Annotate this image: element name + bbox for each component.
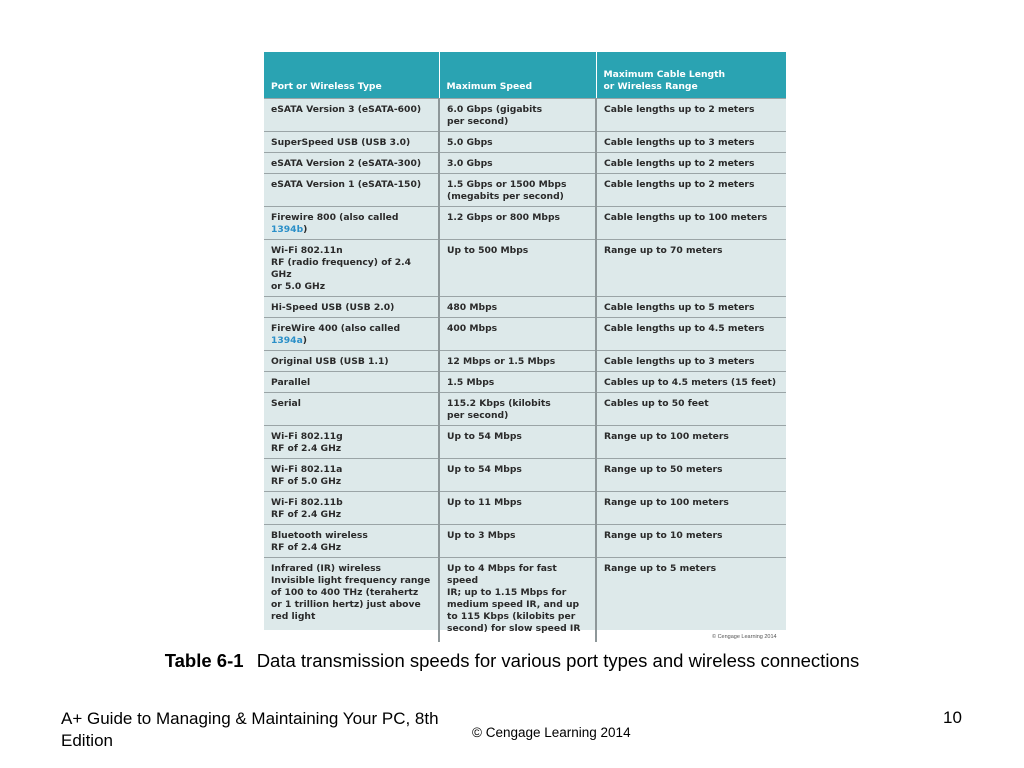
table-row [264,393,786,426]
cell-max-range: Cable lengths up to 2 meters [596,99,786,132]
cell-max-speed: 3.0 Gbps [439,153,596,174]
cell-max-range: Range up to 10 meters [596,525,786,558]
footer-copyright: © Cengage Learning 2014 [472,725,631,740]
table-row [264,525,786,558]
cell-port-type: Wi-Fi 802.11n RF (radio frequency) of 2.4 GHz or 5.0 GHz [264,240,439,297]
table-row [264,99,786,132]
cell-max-speed: 115.2 Kbps (kilobits per second) [439,393,596,426]
footer-book-title: A+ Guide to Managing & Maintaining Your PC, 8th Edition [61,709,439,750]
cell-max-speed: Up to 500 Mbps [439,240,596,297]
cell-max-speed: Up to 54 Mbps [439,459,596,492]
cell-max-range: Range up to 100 meters [596,426,786,459]
cell-max-range: Cable lengths up to 4.5 meters [596,318,786,351]
cell-max-speed: Up to 4 Mbps for fast speed IR; up to 1.15 Mbps for medium speed IR, and up to 115 Kbps (kilobits per second) for slow speed IR [439,558,596,643]
cell-port-type: Wi-Fi 802.11a RF of 5.0 GHz [264,459,439,492]
cell-max-range: Cables up to 50 feet [596,393,786,426]
cell-port-type: Infrared (IR) wireless Invisible light frequency range of 100 to 400 THz (terahertz or 1 trillion hertz) just above red light [264,558,439,643]
table-row [264,372,786,393]
cell-port-type: SuperSpeed USB (USB 3.0) [264,132,439,153]
header-max-speed: Maximum Speed [439,52,596,99]
cell-port-type: Hi-Speed USB (USB 2.0) [264,297,439,318]
cell-port-type: Parallel [264,372,439,393]
data-table-image [264,52,786,634]
cell-max-speed: 12 Mbps or 1.5 Mbps [439,351,596,372]
table-row [264,558,786,643]
cell-max-range: Cable lengths up to 2 meters [596,174,786,207]
cell-port-type: Serial [264,393,439,426]
table-row [264,318,786,351]
cell-max-speed: 1.5 Gbps or 1500 Mbps (megabits per second) [439,174,596,207]
cell-port-type-highlight: 1394a [271,335,303,346]
table-row [264,132,786,153]
cell-max-range: Cable lengths up to 2 meters [596,153,786,174]
cell-max-range: Cable lengths up to 3 meters [596,351,786,372]
table-row [264,153,786,174]
cell-max-speed: 1.2 Gbps or 800 Mbps [439,207,596,240]
cell-max-range: Range up to 5 meters [596,558,786,643]
cell-max-speed: 6.0 Gbps (gigabits per second) [439,99,596,132]
table-row [264,207,786,240]
cell-max-speed: 400 Mbps [439,318,596,351]
cell-port-type: Wi-Fi 802.11g RF of 2.4 GHz [264,426,439,459]
cell-max-range: Range up to 70 meters [596,240,786,297]
table-row [264,297,786,318]
cell-port-type: eSATA Version 1 (eSATA-150) [264,174,439,207]
table-row [264,459,786,492]
cell-port-type: Bluetooth wireless RF of 2.4 GHz [264,525,439,558]
header-port-type: Port or Wireless Type [264,52,439,99]
header-max-range: Maximum Cable Length or Wireless Range [596,52,786,99]
cell-max-range: Range up to 100 meters [596,492,786,525]
table-credit: © Cengage Learning 2014 [712,634,777,640]
cell-max-range: Cable lengths up to 100 meters [596,207,786,240]
cell-max-speed: 5.0 Gbps [439,132,596,153]
cell-port-type [264,318,439,351]
cell-max-speed: Up to 11 Mbps [439,492,596,525]
cell-max-range: Range up to 50 meters [596,459,786,492]
cell-port-type-highlight: 1394b [271,224,304,235]
cell-port-type-text: Firewire 800 (also called [271,212,399,223]
cell-max-range: Cables up to 4.5 meters (15 feet) [596,372,786,393]
cell-port-type: Wi-Fi 802.11b RF of 2.4 GHz [264,492,439,525]
table-row [264,240,786,297]
cell-port-type: eSATA Version 2 (eSATA-300) [264,153,439,174]
cell-port-type-suffix: ) [303,224,308,235]
cell-max-speed: 480 Mbps [439,297,596,318]
cell-max-speed: Up to 3 Mbps [439,525,596,558]
table-row [264,174,786,207]
cell-port-type-text: FireWire 400 (also called [271,323,401,334]
cell-port-type: eSATA Version 3 (eSATA-600) [264,99,439,132]
cell-max-range: Cable lengths up to 3 meters [596,132,786,153]
cell-port-type-suffix: ) [302,335,307,346]
transmission-speed-table [264,52,786,642]
cell-port-type: Original USB (USB 1.1) [264,351,439,372]
caption-number: Table 6-1 [164,650,244,671]
cell-max-speed: 1.5 Mbps [439,372,596,393]
table-row [264,492,786,525]
cell-max-speed: Up to 54 Mbps [439,426,596,459]
table-caption [0,650,1024,672]
caption-text: Data transmission speeds for various port types and wireless connections [256,650,860,671]
table-header-row [264,52,786,99]
slide-number: 10 [943,708,962,727]
table-row [264,351,786,372]
cell-port-type [264,207,439,240]
table-body [264,99,786,643]
table-row [264,426,786,459]
cell-max-range: Cable lengths up to 5 meters [596,297,786,318]
